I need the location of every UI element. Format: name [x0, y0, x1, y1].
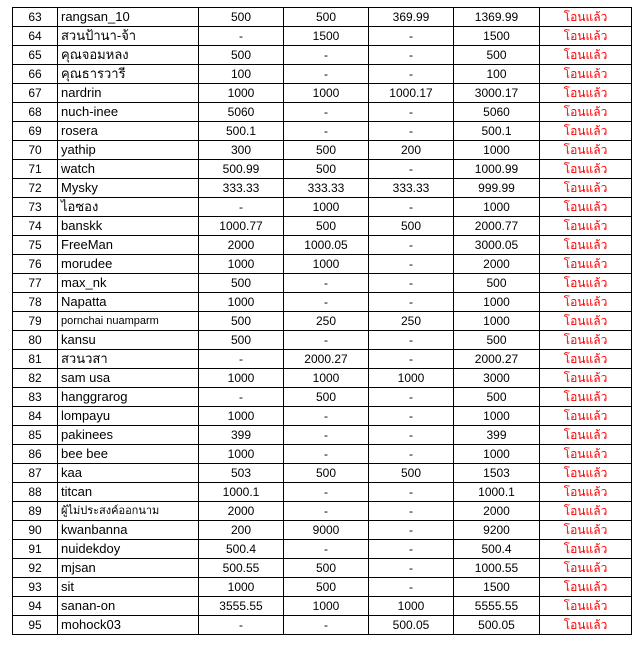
row-number-cell: 74 [13, 217, 58, 236]
row-number-cell: 81 [13, 350, 58, 369]
amount-1-cell: 100 [199, 65, 284, 84]
amount-3-cell: - [369, 122, 454, 141]
row-number-cell: 64 [13, 27, 58, 46]
status-cell: โอนแล้ว [540, 160, 632, 179]
donor-name-cell: คุณธารวารี [58, 65, 199, 84]
table-row [13, 331, 632, 350]
amount-2-cell: - [284, 65, 369, 84]
amount-2-cell: 1000.05 [284, 236, 369, 255]
row-number-cell: 92 [13, 559, 58, 578]
status-cell: โอนแล้ว [540, 388, 632, 407]
total-cell: 3000.17 [454, 84, 540, 103]
total-cell: 2000.77 [454, 217, 540, 236]
status-cell: โอนแล้ว [540, 65, 632, 84]
amount-1-cell: 1000 [199, 445, 284, 464]
amount-2-cell: 500 [284, 578, 369, 597]
row-number-cell: 89 [13, 502, 58, 521]
amount-2-cell: 500 [284, 559, 369, 578]
total-cell: 3000.05 [454, 236, 540, 255]
total-cell: 2000 [454, 502, 540, 521]
amount-3-cell: 1000.17 [369, 84, 454, 103]
total-cell: 5555.55 [454, 597, 540, 616]
amount-1-cell: 1000 [199, 369, 284, 388]
amount-1-cell: 500 [199, 46, 284, 65]
donor-name-cell: pakinees [58, 426, 199, 445]
donor-name-cell: watch [58, 160, 199, 179]
amount-1-cell: 1000 [199, 84, 284, 103]
row-number-cell: 93 [13, 578, 58, 597]
total-cell: 1000.1 [454, 483, 540, 502]
amount-3-cell: - [369, 559, 454, 578]
amount-2-cell: - [284, 331, 369, 350]
amount-3-cell: 250 [369, 312, 454, 331]
amount-3-cell: - [369, 198, 454, 217]
total-cell: 500.1 [454, 122, 540, 141]
donor-name-cell: sanan-on [58, 597, 199, 616]
donor-name-cell: rangsan_10 [58, 8, 199, 27]
row-number-cell: 75 [13, 236, 58, 255]
amount-3-cell: - [369, 521, 454, 540]
amount-1-cell: 300 [199, 141, 284, 160]
amount-3-cell: - [369, 407, 454, 426]
table-row [13, 388, 632, 407]
amount-2-cell: 1000 [284, 198, 369, 217]
total-cell: 500 [454, 274, 540, 293]
donor-name-cell: ผู้ไม่ประสงค์ออกนาม [58, 502, 199, 521]
total-cell: 2000.27 [454, 350, 540, 369]
status-cell: โอนแล้ว [540, 331, 632, 350]
donor-name-cell: bee bee [58, 445, 199, 464]
status-cell: โอนแล้ว [540, 616, 632, 635]
table-row [13, 350, 632, 369]
table-row [13, 236, 632, 255]
amount-2-cell: 9000 [284, 521, 369, 540]
amount-3-cell: - [369, 27, 454, 46]
amount-1-cell: 333.33 [199, 179, 284, 198]
amount-2-cell: 1500 [284, 27, 369, 46]
status-cell: โอนแล้ว [540, 521, 632, 540]
donor-name-cell: nuidekdoy [58, 540, 199, 559]
amount-1-cell: - [199, 388, 284, 407]
row-number-cell: 66 [13, 65, 58, 84]
status-cell: โอนแล้ว [540, 84, 632, 103]
table-row [13, 65, 632, 84]
total-cell: 1500 [454, 578, 540, 597]
table-row [13, 84, 632, 103]
amount-3-cell: 1000 [369, 597, 454, 616]
row-number-cell: 65 [13, 46, 58, 65]
donor-name-cell: คุณจอมหลง [58, 46, 199, 65]
row-number-cell: 86 [13, 445, 58, 464]
total-cell: 1500 [454, 27, 540, 46]
total-cell: 999.99 [454, 179, 540, 198]
amount-1-cell: - [199, 350, 284, 369]
donor-name-cell: ไอซอง [58, 198, 199, 217]
amount-3-cell: - [369, 65, 454, 84]
amount-3-cell: - [369, 331, 454, 350]
amount-1-cell: - [199, 616, 284, 635]
amount-3-cell: - [369, 293, 454, 312]
donor-name-cell: สวนวสา [58, 350, 199, 369]
status-cell: โอนแล้ว [540, 445, 632, 464]
donor-name-cell: mjsan [58, 559, 199, 578]
amount-3-cell: - [369, 502, 454, 521]
row-number-cell: 71 [13, 160, 58, 179]
total-cell: 5060 [454, 103, 540, 122]
total-cell: 500 [454, 46, 540, 65]
total-cell: 1000 [454, 293, 540, 312]
status-cell: โอนแล้ว [540, 464, 632, 483]
status-cell: โอนแล้ว [540, 559, 632, 578]
amount-2-cell: - [284, 445, 369, 464]
row-number-cell: 70 [13, 141, 58, 160]
row-number-cell: 73 [13, 198, 58, 217]
row-number-cell: 95 [13, 616, 58, 635]
amount-1-cell: 1000 [199, 407, 284, 426]
donor-name-cell: morudee [58, 255, 199, 274]
status-cell: โอนแล้ว [540, 312, 632, 331]
amount-3-cell: 500.05 [369, 616, 454, 635]
row-number-cell: 79 [13, 312, 58, 331]
row-number-cell: 85 [13, 426, 58, 445]
amount-1-cell: 1000.77 [199, 217, 284, 236]
amount-3-cell: - [369, 46, 454, 65]
donor-name-cell: Mysky [58, 179, 199, 198]
amount-2-cell: - [284, 616, 369, 635]
amount-1-cell: 3555.55 [199, 597, 284, 616]
row-number-cell: 84 [13, 407, 58, 426]
amount-3-cell: - [369, 255, 454, 274]
table-row [13, 141, 632, 160]
amount-3-cell: - [369, 236, 454, 255]
amount-1-cell: 1000 [199, 255, 284, 274]
row-number-cell: 76 [13, 255, 58, 274]
table-row [13, 616, 632, 635]
table-row [13, 160, 632, 179]
table-row [13, 407, 632, 426]
total-cell: 500 [454, 388, 540, 407]
table-row [13, 445, 632, 464]
total-cell: 1000 [454, 312, 540, 331]
row-number-cell: 69 [13, 122, 58, 141]
table-row [13, 540, 632, 559]
donor-name-cell: kaa [58, 464, 199, 483]
table-row [13, 198, 632, 217]
table-row [13, 274, 632, 293]
table-row [13, 8, 632, 27]
donor-name-cell: mohock03 [58, 616, 199, 635]
amount-1-cell: 500.1 [199, 122, 284, 141]
status-cell: โอนแล้ว [540, 597, 632, 616]
amount-2-cell: - [284, 407, 369, 426]
total-cell: 1503 [454, 464, 540, 483]
donor-name-cell: titcan [58, 483, 199, 502]
status-cell: โอนแล้ว [540, 293, 632, 312]
donor-name-cell: sam usa [58, 369, 199, 388]
total-cell: 500 [454, 331, 540, 350]
status-cell: โอนแล้ว [540, 483, 632, 502]
status-cell: โอนแล้ว [540, 255, 632, 274]
total-cell: 1000 [454, 407, 540, 426]
amount-1-cell: 200 [199, 521, 284, 540]
amount-1-cell: 500 [199, 274, 284, 293]
status-cell: โอนแล้ว [540, 236, 632, 255]
amount-2-cell: - [284, 483, 369, 502]
amount-3-cell: 333.33 [369, 179, 454, 198]
amount-1-cell: 503 [199, 464, 284, 483]
row-number-cell: 77 [13, 274, 58, 293]
amount-3-cell: 369.99 [369, 8, 454, 27]
donor-name-cell: nardrin [58, 84, 199, 103]
amount-2-cell: - [284, 426, 369, 445]
row-number-cell: 94 [13, 597, 58, 616]
table-row [13, 369, 632, 388]
status-cell: โอนแล้ว [540, 141, 632, 160]
donor-name-cell: sit [58, 578, 199, 597]
row-number-cell: 78 [13, 293, 58, 312]
table-row [13, 103, 632, 122]
amount-3-cell: - [369, 426, 454, 445]
table-row [13, 502, 632, 521]
amount-1-cell: 500 [199, 312, 284, 331]
amount-2-cell: - [284, 122, 369, 141]
status-cell: โอนแล้ว [540, 502, 632, 521]
amount-3-cell: - [369, 578, 454, 597]
status-cell: โอนแล้ว [540, 122, 632, 141]
table-row [13, 464, 632, 483]
donor-name-cell: yathip [58, 141, 199, 160]
table-row [13, 46, 632, 65]
table-row [13, 27, 632, 46]
amount-2-cell: 1000 [284, 255, 369, 274]
row-number-cell: 67 [13, 84, 58, 103]
row-number-cell: 63 [13, 8, 58, 27]
amount-3-cell: 500 [369, 464, 454, 483]
amount-1-cell: 500.4 [199, 540, 284, 559]
status-cell: โอนแล้ว [540, 578, 632, 597]
amount-2-cell: 500 [284, 217, 369, 236]
table-row [13, 597, 632, 616]
amount-1-cell: 2000 [199, 502, 284, 521]
total-cell: 1369.99 [454, 8, 540, 27]
donor-name-cell: banskk [58, 217, 199, 236]
status-cell: โอนแล้ว [540, 103, 632, 122]
amount-3-cell: - [369, 483, 454, 502]
table-row [13, 179, 632, 198]
amount-3-cell: - [369, 103, 454, 122]
table-row [13, 578, 632, 597]
amount-1-cell: 500 [199, 8, 284, 27]
amount-2-cell: - [284, 502, 369, 521]
status-cell: โอนแล้ว [540, 27, 632, 46]
amount-3-cell: 500 [369, 217, 454, 236]
amount-1-cell: 1000 [199, 578, 284, 597]
donor-name-cell: kwanbanna [58, 521, 199, 540]
donor-name-cell: สวนป้านา-จ้า [58, 27, 199, 46]
table-row [13, 293, 632, 312]
amount-2-cell: 500 [284, 141, 369, 160]
row-number-cell: 80 [13, 331, 58, 350]
total-cell: 399 [454, 426, 540, 445]
amount-1-cell: 500 [199, 331, 284, 350]
status-cell: โอนแล้ว [540, 426, 632, 445]
amount-1-cell: 500.55 [199, 559, 284, 578]
amount-3-cell: - [369, 350, 454, 369]
amount-2-cell: - [284, 540, 369, 559]
amount-3-cell: - [369, 274, 454, 293]
table-row [13, 217, 632, 236]
table-row [13, 122, 632, 141]
amount-1-cell: - [199, 27, 284, 46]
status-cell: โอนแล้ว [540, 179, 632, 198]
amount-2-cell: 1000 [284, 84, 369, 103]
amount-2-cell: 333.33 [284, 179, 369, 198]
row-number-cell: 82 [13, 369, 58, 388]
donation-table [12, 7, 632, 635]
amount-2-cell: 250 [284, 312, 369, 331]
amount-1-cell: 1000.1 [199, 483, 284, 502]
donor-name-cell: max_nk [58, 274, 199, 293]
total-cell: 100 [454, 65, 540, 84]
amount-2-cell: 500 [284, 160, 369, 179]
row-number-cell: 91 [13, 540, 58, 559]
amount-2-cell: 500 [284, 8, 369, 27]
amount-1-cell: 2000 [199, 236, 284, 255]
total-cell: 3000 [454, 369, 540, 388]
donor-name-cell: rosera [58, 122, 199, 141]
amount-1-cell: - [199, 198, 284, 217]
donor-name-cell: hanggrarog [58, 388, 199, 407]
table-row [13, 483, 632, 502]
table-row [13, 521, 632, 540]
total-cell: 9200 [454, 521, 540, 540]
table-body [13, 8, 632, 635]
amount-3-cell: - [369, 388, 454, 407]
status-cell: โอนแล้ว [540, 407, 632, 426]
total-cell: 2000 [454, 255, 540, 274]
total-cell: 500.05 [454, 616, 540, 635]
row-number-cell: 88 [13, 483, 58, 502]
amount-1-cell: 1000 [199, 293, 284, 312]
row-number-cell: 72 [13, 179, 58, 198]
donor-name-cell: lompayu [58, 407, 199, 426]
status-cell: โอนแล้ว [540, 369, 632, 388]
amount-2-cell: 1000 [284, 597, 369, 616]
total-cell: 1000.55 [454, 559, 540, 578]
donor-name-cell: FreeMan [58, 236, 199, 255]
donor-name-cell: pornchai nuamparm [58, 312, 199, 331]
donor-name-cell: kansu [58, 331, 199, 350]
total-cell: 1000 [454, 445, 540, 464]
status-cell: โอนแล้ว [540, 274, 632, 293]
row-number-cell: 90 [13, 521, 58, 540]
status-cell: โอนแล้ว [540, 46, 632, 65]
status-cell: โอนแล้ว [540, 198, 632, 217]
amount-2-cell: - [284, 274, 369, 293]
status-cell: โอนแล้ว [540, 540, 632, 559]
amount-1-cell: 5060 [199, 103, 284, 122]
amount-2-cell: 1000 [284, 369, 369, 388]
amount-3-cell: 1000 [369, 369, 454, 388]
total-cell: 1000.99 [454, 160, 540, 179]
row-number-cell: 83 [13, 388, 58, 407]
amount-2-cell: 500 [284, 464, 369, 483]
total-cell: 500.4 [454, 540, 540, 559]
amount-3-cell: - [369, 160, 454, 179]
amount-2-cell: - [284, 103, 369, 122]
amount-2-cell: 2000.27 [284, 350, 369, 369]
amount-3-cell: - [369, 445, 454, 464]
total-cell: 1000 [454, 198, 540, 217]
donor-name-cell: Napatta [58, 293, 199, 312]
amount-2-cell: - [284, 46, 369, 65]
amount-2-cell: - [284, 293, 369, 312]
amount-1-cell: 500.99 [199, 160, 284, 179]
row-number-cell: 68 [13, 103, 58, 122]
status-cell: โอนแล้ว [540, 8, 632, 27]
status-cell: โอนแล้ว [540, 350, 632, 369]
table-row [13, 559, 632, 578]
amount-2-cell: 500 [284, 388, 369, 407]
table-row [13, 255, 632, 274]
amount-3-cell: 200 [369, 141, 454, 160]
amount-3-cell: - [369, 540, 454, 559]
row-number-cell: 87 [13, 464, 58, 483]
table-row [13, 426, 632, 445]
amount-1-cell: 399 [199, 426, 284, 445]
status-cell: โอนแล้ว [540, 217, 632, 236]
table-row [13, 312, 632, 331]
donor-name-cell: nuch-inee [58, 103, 199, 122]
total-cell: 1000 [454, 141, 540, 160]
